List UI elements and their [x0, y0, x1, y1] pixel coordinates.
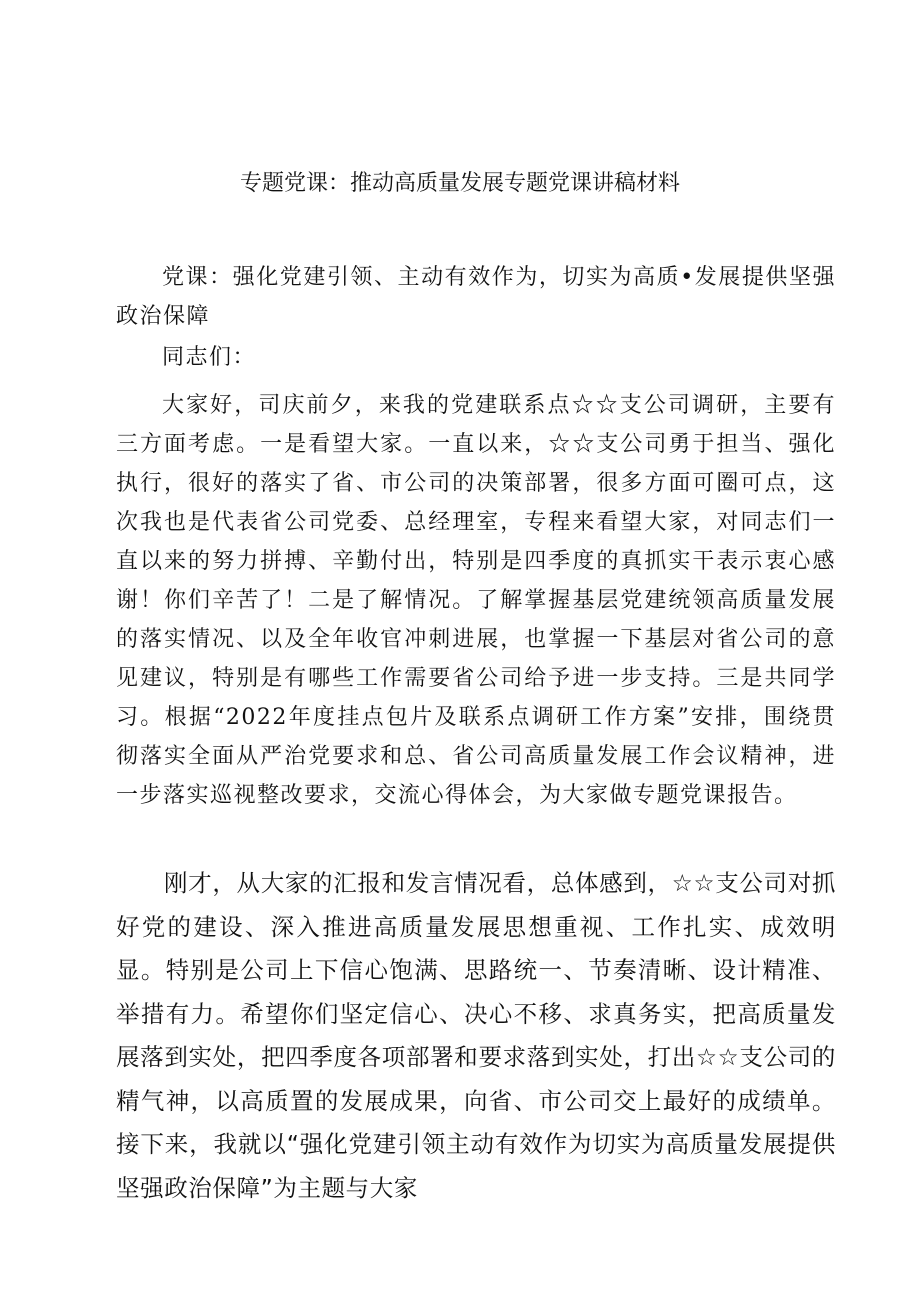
salutation: 同志们： — [162, 345, 257, 370]
document-title: 专题党课：推动高质量发展专题党课讲稿材料 — [239, 171, 680, 196]
body-paragraph-2: 刚才，从大家的汇报和发言情况看，总体感到，☆☆支公司对抓好党的建设、深入推进高质量发展思想重视、工作扎实、成效明显。特别是公司上下信心饱满、思路统一、节奏清晰、设计精准、举措有力。希望你们坚定信心、决心不移、求真务实，把高质量发展落到实处，把四季度各项部署和要求落到实处，打出☆☆支公司的精气神，以高质置的发展成果，向省、市公司交上最好的成绩单。接下来，我就以“强化党建引领主动有效作为切实为高质量发展提供坚强政治保障”为主题与大家 — [116, 869, 836, 1202]
body-paragraph-1: 大家好，司庆前夕，来我的党建联系点☆☆支公司调研，主要有三方面考虑。一是看望大家。一直以来，☆☆支公司勇于担当、强化执行，很好的落实了省、市公司的决策部署，很多方面可圈可点，这次我也是代表省公司党委、总经理室，专程来看望大家，对同志们一直以来的努力拼搏、辛勤付出，特别是四季度的真抓实干表示衷心感谢！你们辛苦了！二是了解情况。了解掌握基层党建统领高质量发展的落实情况、以及全年收官冲刺进展，也掌握一下基层对省公司的意见建议，特别是有哪些工作需要省公司给予进一步支持。三是共同学习。根据“2022年度挂点包片及联系点调研工作方案”安排，围绕贯彻落实全面从严治党要求和总、省公司高质量发展工作会议精神，进一步落实巡视整改要求，交流心得体会，为大家做专题党课报告。 — [116, 393, 836, 808]
document-subtitle: 党课：强化党建引领、主动有效作为，切实为高质•发展提供坚强政治保障 — [116, 265, 836, 329]
